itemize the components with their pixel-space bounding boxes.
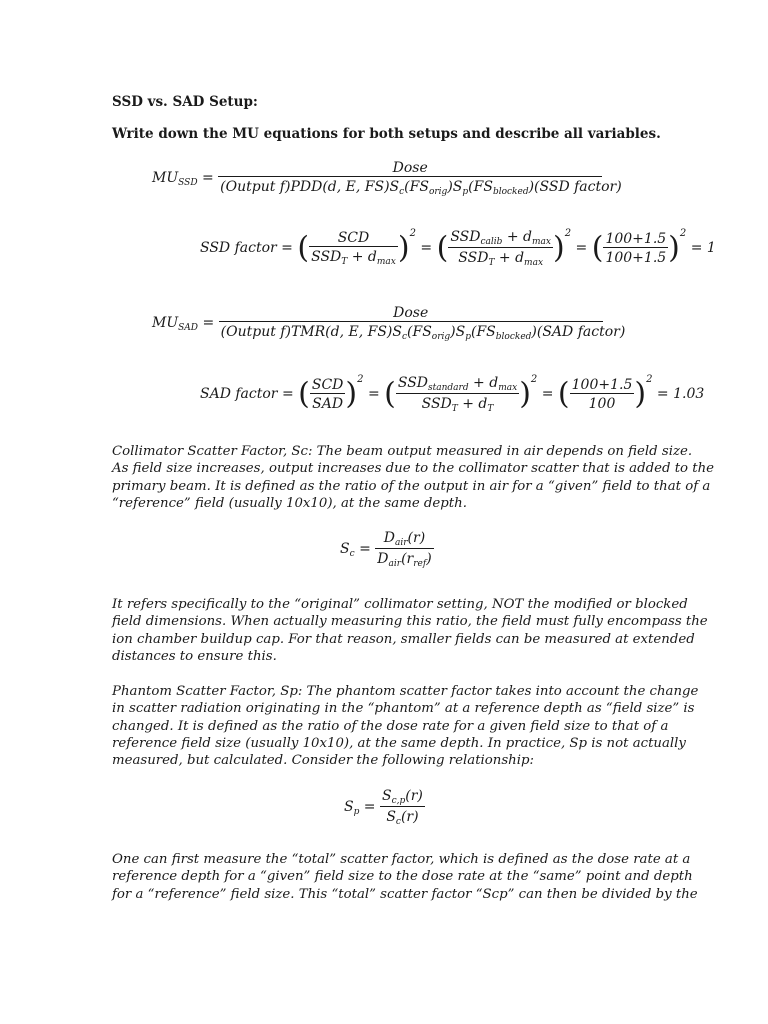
text-line: distances to ensure this.: [112, 648, 277, 664]
mu-sad-equation: $MU_{SAD}$ = $\frac{\text{Dose}}{(Output f)TMR(d, E, FS)S_c(FS_{orig})S_p(FS_{blocked})(SAD factor)}$: [152, 305, 626, 342]
total-scatter-paragraph: [112, 851, 698, 903]
original-setting-paragraph: [112, 596, 708, 665]
text-line: changed. It is defined as the ratio of the dose rate for a given field size to that of a: [112, 718, 669, 734]
text-line: Collimator Scatter Factor, Sc: The beam output measured in air depends on field size.: [112, 444, 693, 459]
text-line: Phantom Scatter Factor, Sp: The phantom scatter factor takes into account the change: [112, 684, 699, 699]
question-text: Write down the MU equations for both setups and describe all variables.: [112, 126, 661, 142]
phantom-scatter-paragraph: [112, 683, 699, 769]
text-line: “reference” field (usually 10x10), at the same depth.: [112, 495, 467, 511]
text-line: measured, but calculated. Consider the following relationship:: [112, 753, 534, 769]
sp-equation: $S_p$ = $\frac{S_{c,p}(r)}{S_c(r)}$: [344, 788, 423, 827]
text-line: field dimensions. When actually measuring this ratio, the field must fully encompass the: [112, 614, 708, 630]
section-heading: SSD vs. SAD Setup:: [112, 94, 258, 110]
text-line: reference depth for a “given” field size to the dose rate at the “same” point and depth: [112, 869, 693, 885]
sc-equation: $S_c$ = $\frac{D_{air}(r)}{D_{air}(r_{ref})}$: [340, 530, 432, 569]
collimator-scatter-paragraph: [112, 443, 715, 512]
text-line: It refers specifically to the “original” collimator setting, NOT the modified or blocked: [112, 597, 688, 612]
text-line: in scatter radiation originating in the “phantom” at a reference depth as “field size” is: [112, 701, 695, 717]
text-line: One can first measure the “total” scatter factor, which is defined as the dose rate at a: [112, 852, 691, 867]
text-line: reference field size (usually 10x10), at the same depth. In practice, Sp is not actually: [112, 735, 686, 751]
text-line: for a “reference” field size. This “total” scatter factor “Scp” can then be divided by the: [112, 886, 698, 902]
sad-factor-equation: SAD factor = ( $\frac{\text{SCD}}{\text{SAD}}$ )$^2$ = ( $\frac{SSD_{standard} + d_{max}}{SSD_T + d_T}$ )$^2$ = ( $\frac{100+1.5}{100}$ )$^2$ = 1.03: [200, 374, 705, 414]
ssd-factor-equation: SSD factor = ( $\frac{\text{SCD}}{SSD_T + d_{max}}$ )$^2$ = ( $\frac{SSD_{calib} + d_{max}}{SSD_T + d_{max}}$ )$^2$ = ( $\frac{100+1.5}{100+1.5}$ )$^2$ = 1: [200, 228, 716, 268]
mu-ssd-equation: $MU_{SSD}$ = $\frac{\text{Dose}}{(Output f)PDD(d, E, FS)S_c(FS_{orig})S_p(FS_{blocked})(SSD factor)}$: [152, 160, 622, 197]
text-line: primary beam. It is defined as the ratio of the output in air for a “given” field to that of a: [112, 478, 711, 494]
text-line: ion chamber buildup cap. For that reason, smaller fields can be measured at extended: [112, 631, 695, 647]
text-line: As field size increases, output increases due to the collimator scatter that is added to the: [112, 461, 715, 477]
